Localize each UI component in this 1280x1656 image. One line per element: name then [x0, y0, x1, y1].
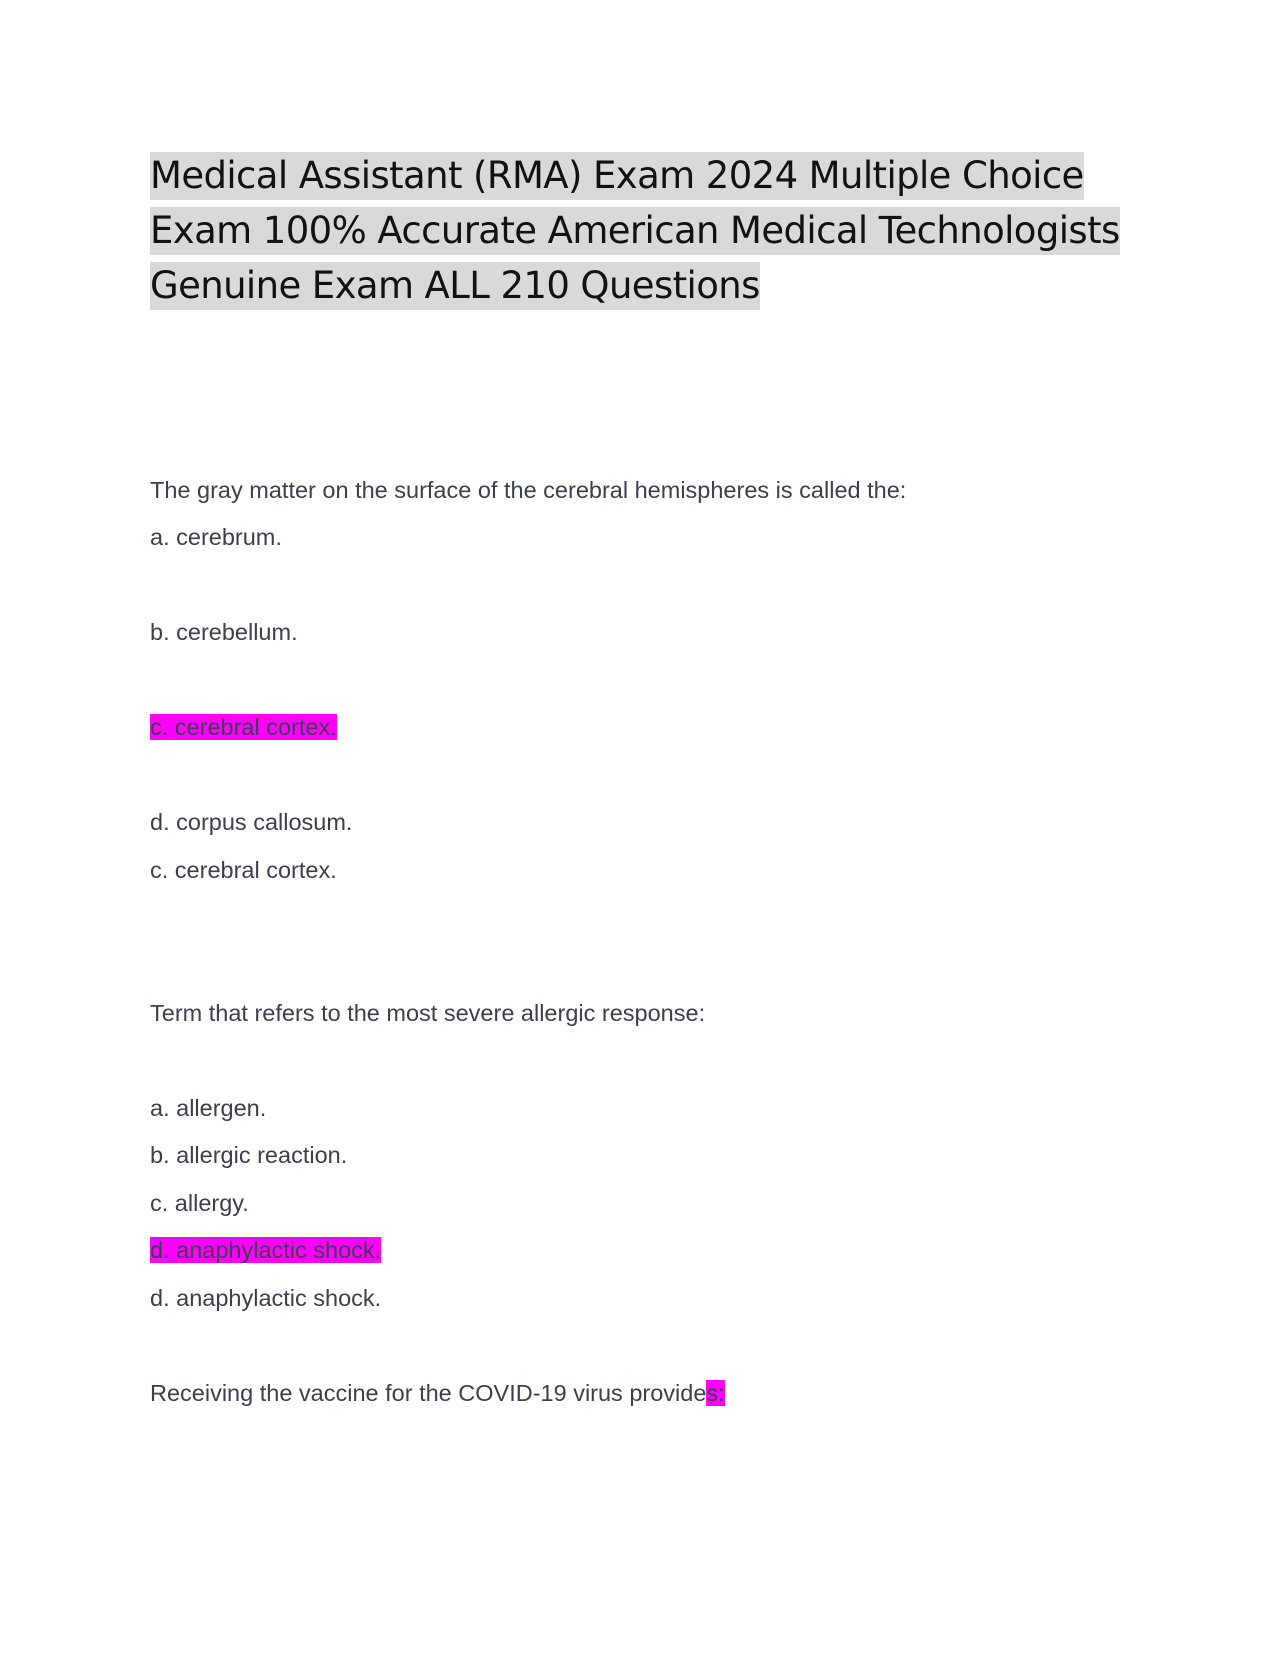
question-2-prompt: Term that refers to the most severe allergic response: [150, 1000, 706, 1026]
question-1-prompt: The gray matter on the surface of the cerebral hemispheres is called the: [150, 477, 907, 503]
highlight-mark: s: [706, 1380, 725, 1406]
highlight-mark: d. anaphylactic shock. [150, 1237, 382, 1263]
question-1-highlighted-option [150, 713, 337, 741]
document-title [150, 148, 1150, 313]
question-1-option-a: a. cerebrum. [150, 524, 282, 550]
question-3-prompt [150, 1379, 725, 1407]
document-title-text: Medical Assistant (RMA) Exam 2024 Multiple Choice Exam 100% Accurate American Medical Technologists Genuine Exam ALL 210 Questions [150, 152, 1120, 310]
question-2-option-a: a. allergen. [150, 1095, 267, 1121]
question-2-option-b: b. allergic reaction. [150, 1142, 348, 1168]
question-1-answer: c. cerebral cortex. [150, 857, 337, 883]
question-2-highlighted-option [150, 1236, 381, 1264]
question-2-answer: d. anaphylactic shock. [150, 1285, 382, 1311]
question-3-prompt-text: Receiving the vaccine for the COVID-19 virus provide [150, 1380, 707, 1406]
highlight-mark: c. cerebral cortex. [150, 714, 337, 740]
question-1-option-d: d. corpus callosum. [150, 809, 353, 835]
question-2-option-c: c. allergy. [150, 1190, 249, 1216]
question-1-option-b: b. cerebellum. [150, 619, 298, 645]
